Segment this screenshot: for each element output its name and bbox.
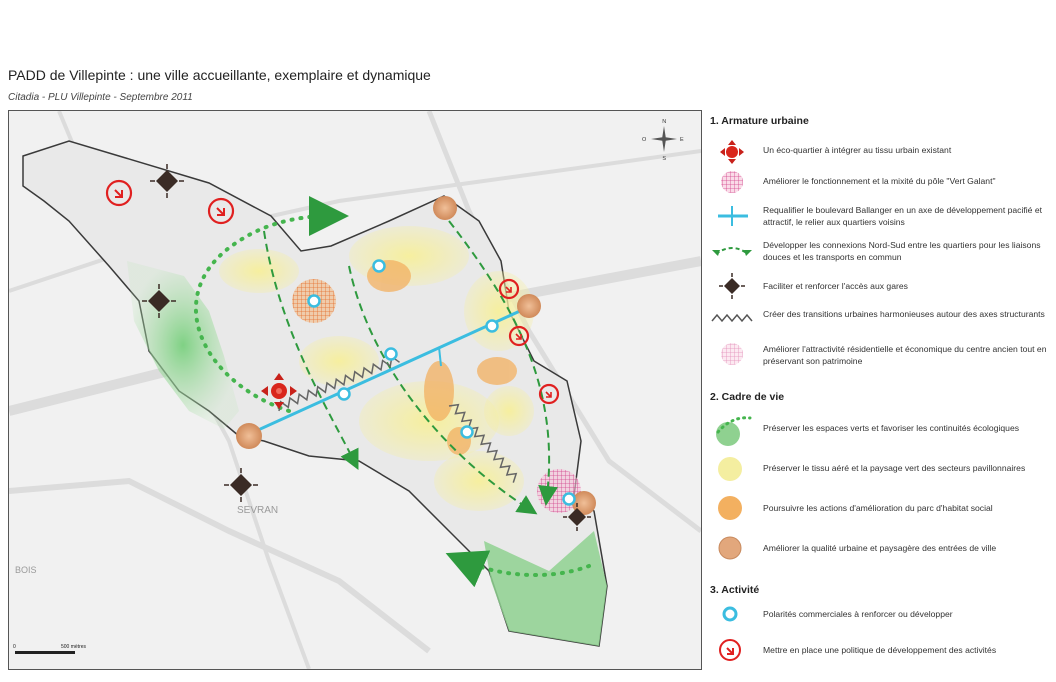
activity-policy-icon: [710, 636, 754, 664]
page-subtitle: Citadia - PLU Villepinte - Septembre 2011: [8, 92, 193, 103]
svg-text:S: S: [662, 156, 667, 162]
map-frame[interactable]: [8, 110, 702, 670]
legend-item-text: Poursuivre les actions d'amélioration du parc d'habitat social: [763, 503, 993, 513]
legend-item-text: Améliorer la qualité urbaine et paysagère des entrées de ville: [763, 543, 997, 553]
eco-quarter-icon: [710, 138, 754, 166]
legend-item-text: Un éco-quartier à intégrer au tissu urbain existant: [763, 145, 952, 155]
green-space-icon: [710, 412, 754, 448]
entrance-circle-icon: [710, 534, 754, 562]
legend-item-text: Préserver le tissu aéré et la paysage vert des secteurs pavillonnaires: [763, 463, 1026, 473]
orange-area-icon: [710, 494, 754, 522]
yellow-area-icon: [710, 455, 754, 483]
legend-item-text: Améliorer le fonctionnement et la mixité du pôle "Vert Galant": [763, 176, 996, 186]
legend-item-text: Préserver les espaces verts et favoriser les continuités écologiques: [763, 423, 1020, 433]
commercial-pole-icon: [710, 600, 754, 628]
svg-text:500 mètres: 500 mètres: [61, 644, 87, 650]
pink-hatch-icon: [710, 340, 754, 368]
svg-text:N: N: [662, 119, 667, 125]
page-title: PADD de Villepinte : une ville accueillante, exemplaire et dynamique: [8, 67, 431, 83]
legend-item-text: Requalifier le boulevard Ballanger en un axe de développement pacifié et attractif, le relier aux quartiers voisins: [763, 205, 1043, 227]
map-legend: [710, 110, 1056, 670]
legend-item-text: Faciliter et renforcer l'accès aux gares: [763, 281, 908, 291]
svg-text:0: 0: [13, 644, 16, 650]
legend-item-text: Améliorer l'attractivité résidentielle et économique du centre ancien tout en préservant son patrimoine: [763, 344, 1047, 366]
legend-section-title: 2. Cadre de vie: [710, 391, 785, 403]
legend-item-text: Mettre en place une politique de développement des activités: [763, 645, 997, 655]
scale-bar: [13, 644, 87, 654]
map-canvas: [9, 111, 701, 669]
boulevard-axis-icon: [710, 202, 754, 230]
legend-section-title: 1. Armature urbaine: [710, 115, 809, 127]
svg-text:E: E: [680, 137, 684, 143]
svg-text:O: O: [642, 137, 647, 143]
legend-item-text: Développer les connexions Nord-Sud entre les quartiers pour les liaisons douces et les transports en commun: [763, 240, 1041, 262]
legend-section-title: 3. Activité: [710, 584, 760, 596]
north-south-arrow-icon: [710, 236, 754, 264]
place-label-bois: BOIS: [15, 565, 37, 575]
legend-item-text: Créer des transitions urbaines harmonieuses autour des axes structurants: [763, 309, 1045, 319]
legend-item-text: Polarités commerciales à renforcer ou développer: [763, 609, 953, 619]
place-label-sevran: SEVRAN: [237, 505, 279, 516]
zigzag-transition-icon: [710, 305, 754, 333]
hatched-pole-icon: [710, 168, 754, 196]
station-access-icon: [710, 272, 754, 300]
